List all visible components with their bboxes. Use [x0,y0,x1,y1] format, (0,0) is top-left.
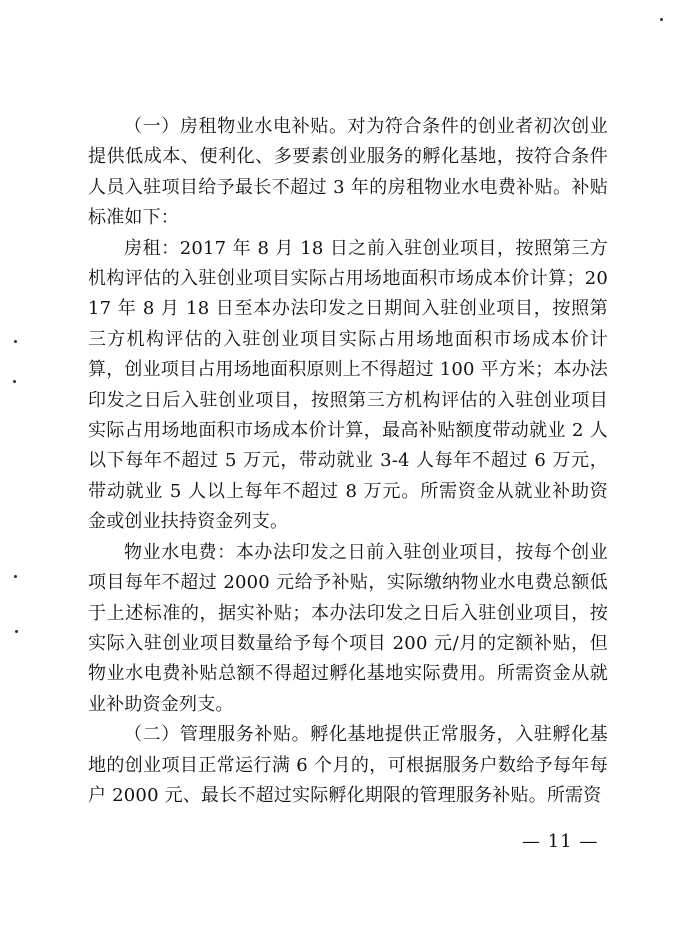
paragraph-property-utilities: 物业水电费：本办法印发之日前入驻创业项目，按每个创业项目每年不超过 2000 元给予补贴，实际缴纳物业水电费总额低于上述标准的，据实补贴；本办法印发之日后入驻创业项目，按实际入驻创业项目数量给予每个项目 200 元/月的定额补贴，但物业水电费补贴总额不得超过孵化基地实际费用。所需资金从就业补助资金列支。 [88,541,608,715]
scan-dot [14,575,17,578]
scan-dot [13,380,16,383]
paragraph-rent-subsidy-intro: （一）房租物业水电补贴。对为符合条件的创业者初次创业提供低成本、便利化、多要素创业服务的孵化基地，按符合条件人员入驻项目给予最长不超过 3 年的房租物业水电费补贴。补贴标准如下： [88,116,608,229]
scan-dot [15,630,18,633]
paragraph-management-service: （二）管理服务补贴。孵化基地提供正常服务，入驻孵化基地的创业项目正常运行满 6 个月的，可根据服务户数给予每年每户 2000 元、最长不超过实际孵化期限的管理服务补贴。所需资 [88,724,608,806]
scan-dot [14,340,17,343]
page-number: — 11 — [522,831,599,852]
scan-dot [660,18,663,21]
document-body [88,112,608,811]
paragraph-rent-details: 房租：2017 年 8 月 18 日之前入驻创业项目，按照第三方机构评估的入驻创业项目实际占用场地面积市场成本价计算；2017 年 8 月 18 日至本办法印发之日期间入驻创业项目，按照第三方机构评估的入驻创业项目实际占用场地面积市场成本价计算，创业项目占用场地面积原则上不得超过 100 平方米；本办法印发之日后入驻创业项目，按照第三方机构评估的入驻创业项目实际占用场地面积市场成本价计算，最高补贴额度带动就业 2 人以下每年不超过 5 万元，带动就业 3-4 人每年不超过 6 万元，带动就业 5 人以上每年不超过 8 万元。所需资金从就业补助资金或创业扶持资金列支。 [88,237,608,533]
